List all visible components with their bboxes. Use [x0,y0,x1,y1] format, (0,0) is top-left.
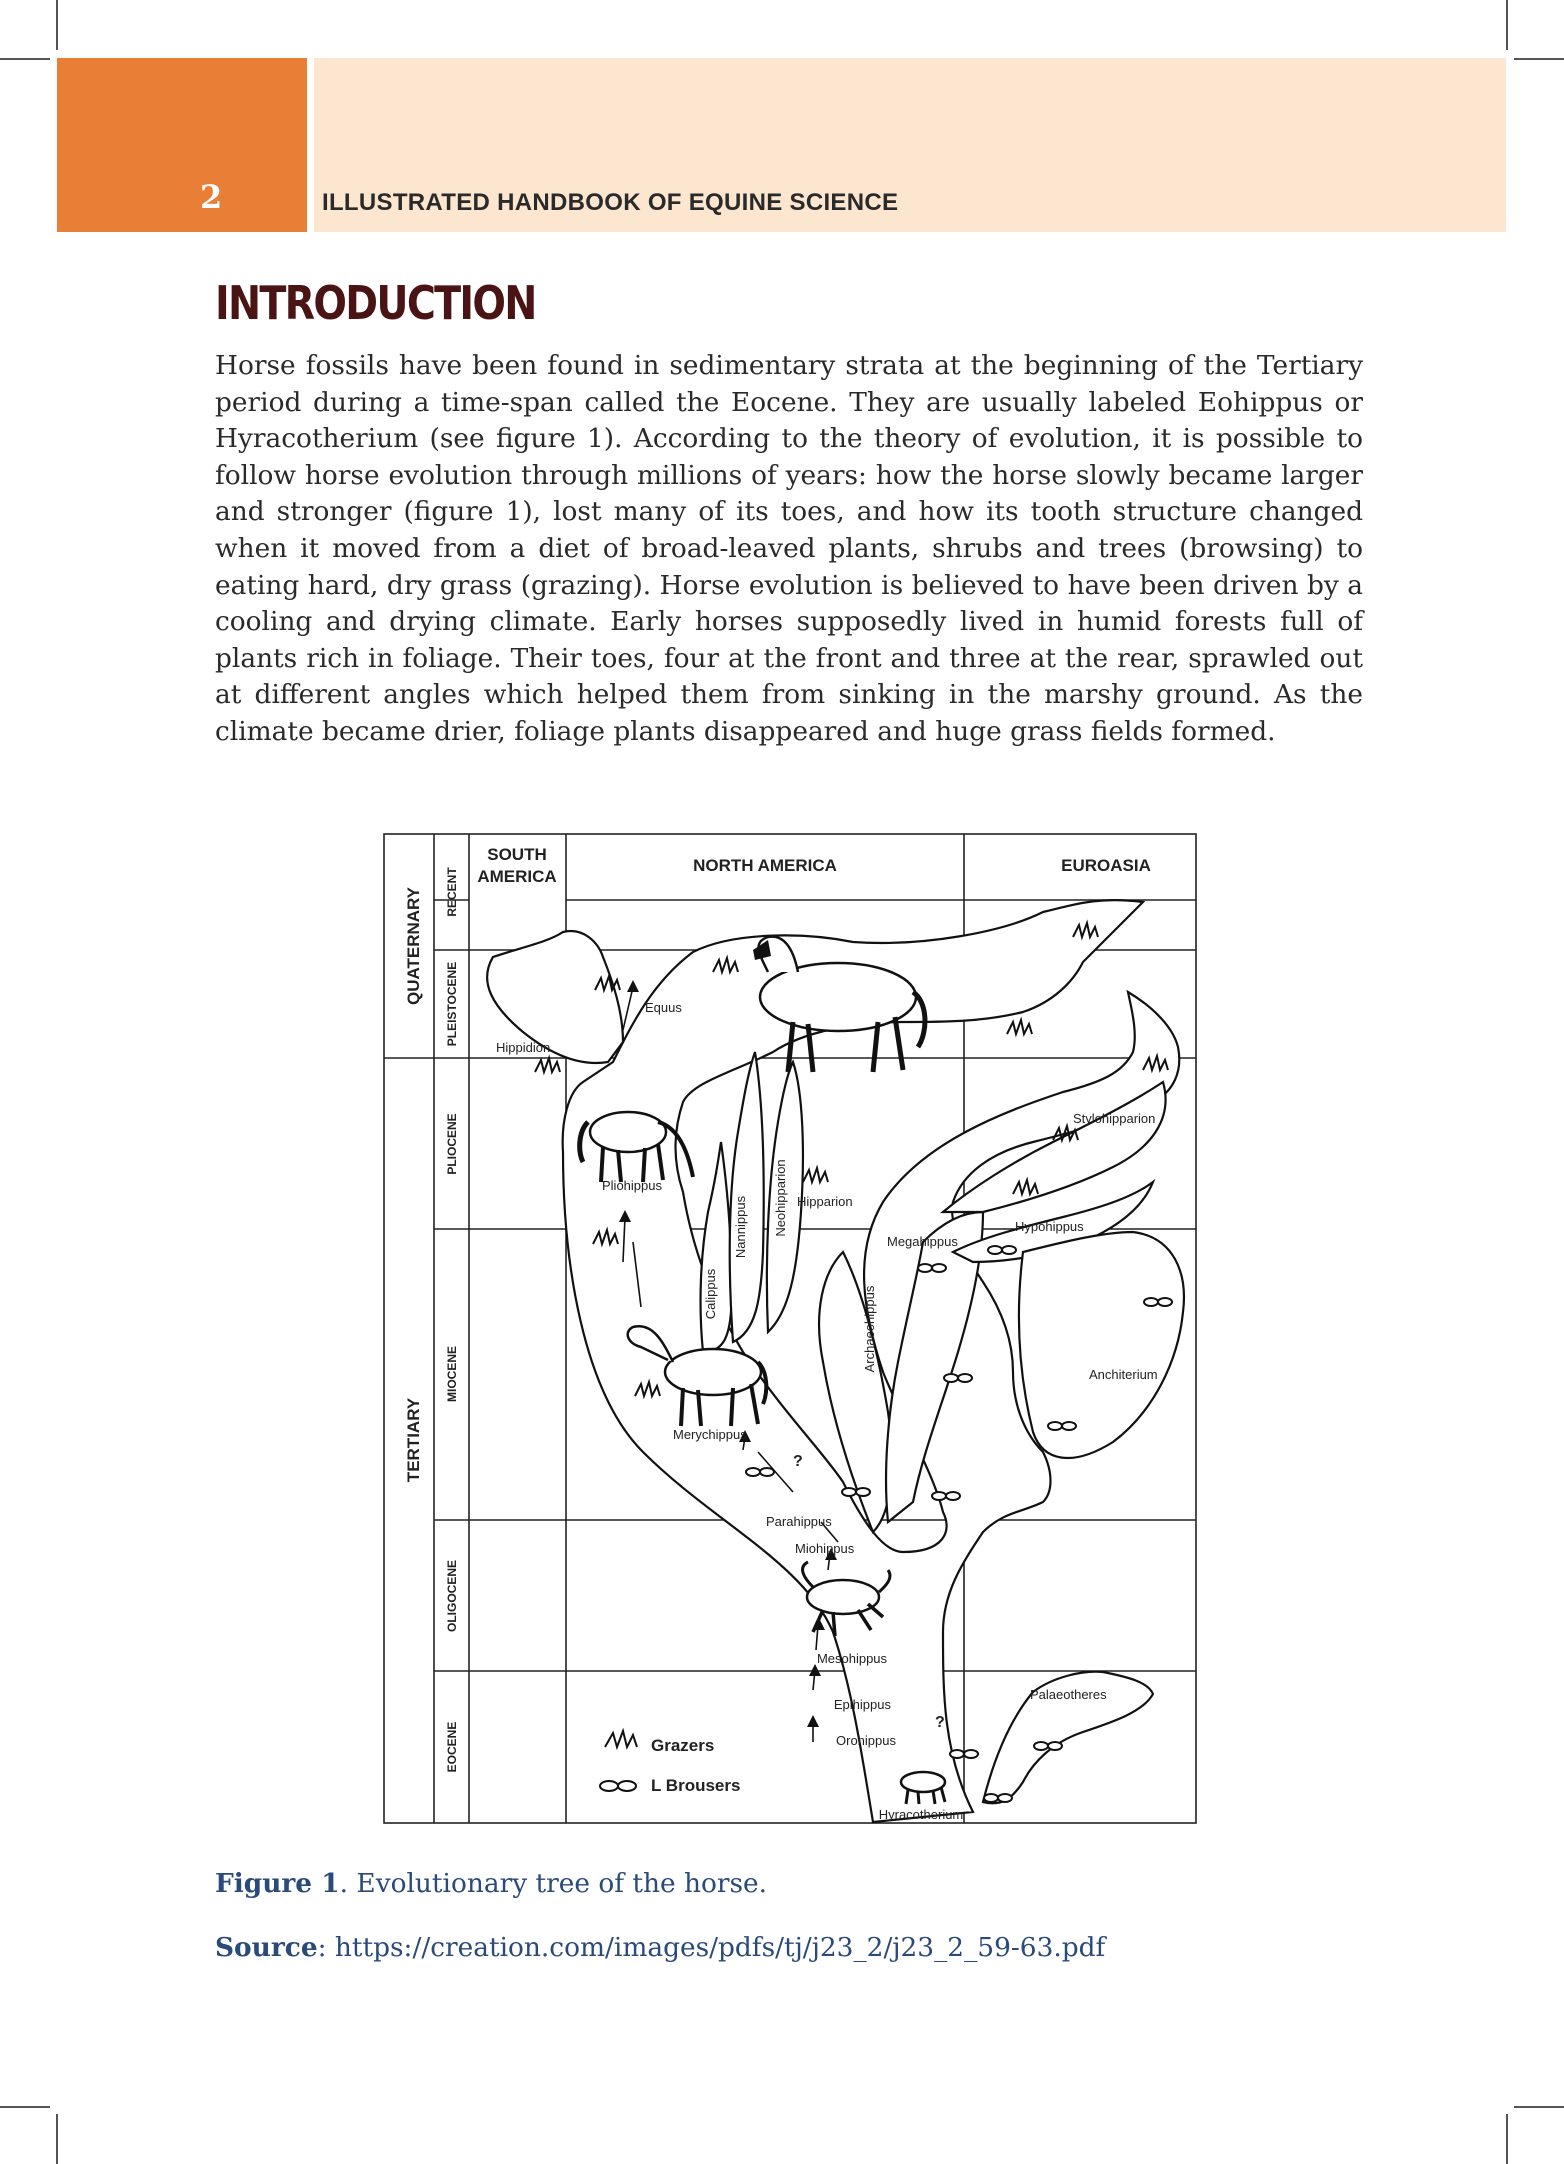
period-tertiary: TERTIARY [404,1397,423,1483]
epoch-pleistocene: PLEISTOCENE [445,961,459,1047]
region-south-america-line2: AMERICA [477,867,557,886]
legend-browsers-label: L Brousers [651,1776,741,1795]
crop-mark-bottom-left-v [56,2114,58,2164]
question-mark-merychippus: ? [793,1453,803,1470]
legend-browser-icon [600,1781,636,1791]
taxon-miohippus: Miohippus [795,1541,855,1556]
crop-mark-bottom-right-v [1506,2114,1508,2164]
tree-branches [487,900,1184,1822]
taxon-hypohippus: Hypohippus [1015,1219,1084,1234]
region-north-america: NORTH AMERICA [693,856,837,875]
taxon-epihippus: Epihippus [833,1697,891,1712]
branch-anchiterium [1019,1232,1184,1458]
grazer-icon [803,1168,828,1182]
legend-grazer-icon [605,1731,637,1747]
taxon-stylohipparion: Stylohipparion [1073,1111,1156,1126]
source-text: : https://creation.com/images/pdfs/tj/j23_2/j23_2_59-63.pdf [317,1932,1106,1963]
taxon-parahippus: Parahippus [766,1514,832,1529]
header-accent-block [57,58,307,232]
taxon-megahippus: Megahippus [887,1234,958,1249]
epoch-recent: RECENT [445,867,459,917]
intro-paragraph: Horse fossils have been found in sedimentary strata at the beginning of the Tertiary period during a time-span called the Eocene. They are usually labeled Eohippus or Hyracotherium (see figure 1). According to the theory of evolution, it is possible to follow horse evolution through millions of years: how the horse slowly became larger and stronger (figure 1), lost many of its toes, and how its tooth structure changed when it moved from a diet of broad-leaved plants, shrubs and trees (browsing) to eating hard, dry grass (grazing). Horse evolution is believed to have been driven by a cooling and drying climate. Early horses supposedly lived in humid forests full of plants rich in foliage. Their toes, four at the front and three at the rear, sprawled out at different angles which helped them from sinking in the marshy ground. As the climate became drier, foliage plants disappeared and huge grass fields formed. [215,350,1363,747]
evolution-tree-svg [383,832,1197,1825]
figure-caption [215,1868,767,1899]
epoch-oligocene: OLIGOCENE [445,1559,459,1633]
running-head: ILLUSTRATED HANDBOOK OF EQUINE SCIENCE [322,189,899,216]
taxon-mesohippus: Mesohippus [816,1651,888,1666]
taxon-hippidion: Hippidion [496,1040,551,1055]
crop-mark-top-left-v [56,0,58,50]
taxon-hyracotherium: Hyracotherium [878,1807,964,1822]
page-number: 2 [200,178,223,216]
section-title: INTRODUCTION [215,276,536,330]
taxon-neohipparion: Neohipparion [773,1159,788,1237]
evolution-tree-figure [383,832,1197,1825]
crop-mark-bottom-right-h [1514,2106,1564,2108]
taxon-calippus: Calippus [703,1268,718,1320]
taxon-archaeohippus: Archaeohippus [862,1285,877,1373]
legend-grazers-label: Grazers [651,1736,715,1755]
source-label: Source [215,1932,318,1963]
caption-label: Figure 1 [215,1868,340,1899]
region-euroasia: EUROASIA [1061,856,1151,875]
taxon-orohippus: Orohippus [836,1733,896,1748]
taxon-pliohippus: Pliohippus [602,1178,662,1193]
epoch-eocene: EOCENE [445,1721,459,1773]
caption-text: . Evolutionary tree of the horse. [339,1868,768,1899]
crop-mark-bottom-left-h [0,2106,50,2108]
epoch-miocene: MIOCENE [445,1345,459,1403]
taxon-nannippus: Nannippus [733,1195,748,1259]
taxon-anchiterium: Anchiterium [1089,1367,1158,1382]
crop-mark-top-right-h [1514,58,1564,60]
branch-calippus [701,1142,732,1352]
region-south-america-line1: SOUTH [487,845,547,864]
period-quaternary: QUATERNARY [404,886,423,1006]
crop-mark-top-right-v [1506,0,1508,50]
grazer-icon [1007,1020,1032,1034]
taxon-equus: Equus [645,1000,682,1015]
figure-source [215,1932,1105,1963]
epoch-pliocene: PLIOCENE [445,1113,459,1175]
taxon-merychippus: Merychippus [673,1427,747,1442]
crop-mark-top-left-h [0,58,50,60]
question-mark-epihippus: ? [935,1714,945,1731]
taxon-hipparion: Hipparion [797,1194,853,1209]
taxon-palaeotheres: Palaeotheres [1030,1687,1107,1702]
grazer-icon [535,1058,560,1072]
